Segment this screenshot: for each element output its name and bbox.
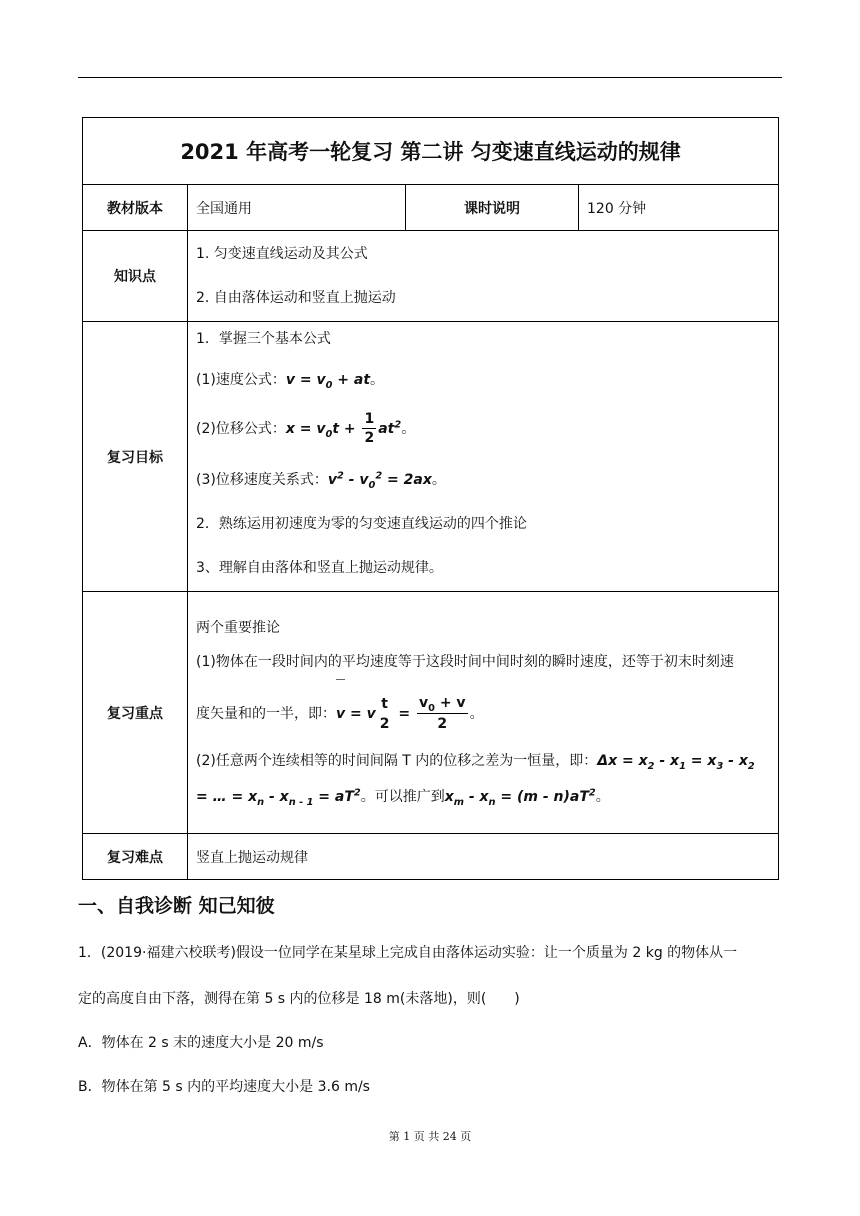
delta-x-formula: $\Delta x = x_2 - x_1 = x_3 - x_2$ (597, 752, 755, 772)
mean-velocity-formula: v = v (336, 706, 376, 722)
velocity-prefix: (1)速度公式： (196, 371, 286, 388)
key-points-content (188, 592, 779, 834)
displacement-prefix: (2)位移公式： (196, 420, 286, 437)
velocity-formula-line: (1)速度公式：$v = v_0$ + at。 (196, 371, 385, 391)
key-points-label: 复习重点 (83, 592, 188, 834)
key-point-1b-line: 度矢量和的一半，即：v = v t 2 = $\frac{v_0 + v}{2}$ 。 (196, 679, 770, 743)
key-point-2b-line: = … = $x_n - x_{n - 1} = aT^2$。可以推广到$x_m - x_n = (m - n)aT^2$。 (196, 786, 610, 808)
question-1-line-2: 定的高度自由下落，测得在第 5 s 内的位移是 18 m(未落地)，则( ) (78, 991, 520, 1007)
key-intro: 两个重要推论 (196, 619, 280, 636)
goal-line: 2．熟练运用初速度为零的匀变速直线运动的四个推论 (196, 515, 527, 532)
half-fraction: $\frac{1}{2}$ (364, 411, 375, 446)
goal-line: 3、理解自由落体和竖直上抛运动规律。 (196, 559, 443, 576)
header-rule (78, 77, 782, 78)
knowledge-label: 知识点 (83, 231, 188, 322)
duration-label: 课时说明 (406, 185, 579, 231)
key-point-1a: (1)物体在一段时间内的平均速度等于这段时间中间时刻的瞬时速度，还等于初末时刻速 (196, 653, 734, 670)
lesson-info-table (82, 117, 779, 880)
page-footer: 第 1 页 共 24 页 (388, 1130, 472, 1143)
edition-label: 教材版本 (83, 185, 188, 231)
question-1-line-1: 1．(2019·福建六校联考)假设一位同学在某星球上完成自由落体运动实验：让一个质量为 2 kg 的物体从一 (78, 945, 738, 961)
relation-prefix: (3)位移速度关系式： (196, 471, 328, 488)
generalized-formula: $x_m - x_n = (m - n)aT^2$ (444, 786, 596, 808)
relation-formula: $v^2 - v_0^2 = 2ax$ (327, 469, 432, 491)
goals-label: 复习目标 (83, 322, 188, 592)
key-point-2a-line (196, 743, 770, 779)
relation-formula-line: (3)位移速度关系式：$v^2 - v_0^2 = 2ax$。 (196, 469, 446, 491)
duration-value: 120 分钟 (579, 185, 779, 231)
key-point-2a: (2)任意两个连续相等的时间间隔 T 内的位移之差为一恒量，即： (196, 752, 598, 769)
mean-velocity-fraction: $\frac{v_0 + v}{2}$ (418, 695, 466, 732)
goals-content (188, 322, 779, 592)
edition-value: 全国通用 (188, 185, 406, 231)
key-point-1b: 度矢量和的一半，即： (196, 705, 336, 722)
displacement-formula-line: (2)位移公式：$x = v_0t$ + $\frac{1}{2}$ $at^2$。 (196, 411, 416, 446)
goal-line: 1．掌握三个基本公式 (196, 330, 331, 347)
section-heading: 一、自我诊断 知己知彼 (78, 895, 275, 917)
velocity-formula: $v = v_0$ + at (285, 371, 371, 391)
option-b: B．物体在第 5 s 内的平均速度大小是 3.6 m/s (78, 1079, 370, 1095)
option-a: A．物体在 2 s 末的速度大小是 20 m/s (78, 1035, 324, 1051)
knowledge-item: 1. 匀变速直线运动及其公式 (196, 246, 368, 262)
lesson-title: 2021 年高考一轮复习 第二讲 匀变速直线运动的规律 (83, 118, 779, 185)
key-point-2-tail: 。可以推广到 (360, 788, 445, 805)
difficulty-label: 复习难点 (83, 834, 188, 880)
delta-x-formula-cont: = … = $x_n - x_{n - 1} = aT^2$ (196, 786, 361, 808)
knowledge-item: 2. 自由落体运动和竖直上抛运动 (196, 290, 396, 306)
knowledge-list (188, 231, 779, 322)
difficulty-value: 竖直上抛运动规律 (188, 834, 779, 880)
displacement-formula: $x = v_0t$ + (285, 420, 361, 440)
